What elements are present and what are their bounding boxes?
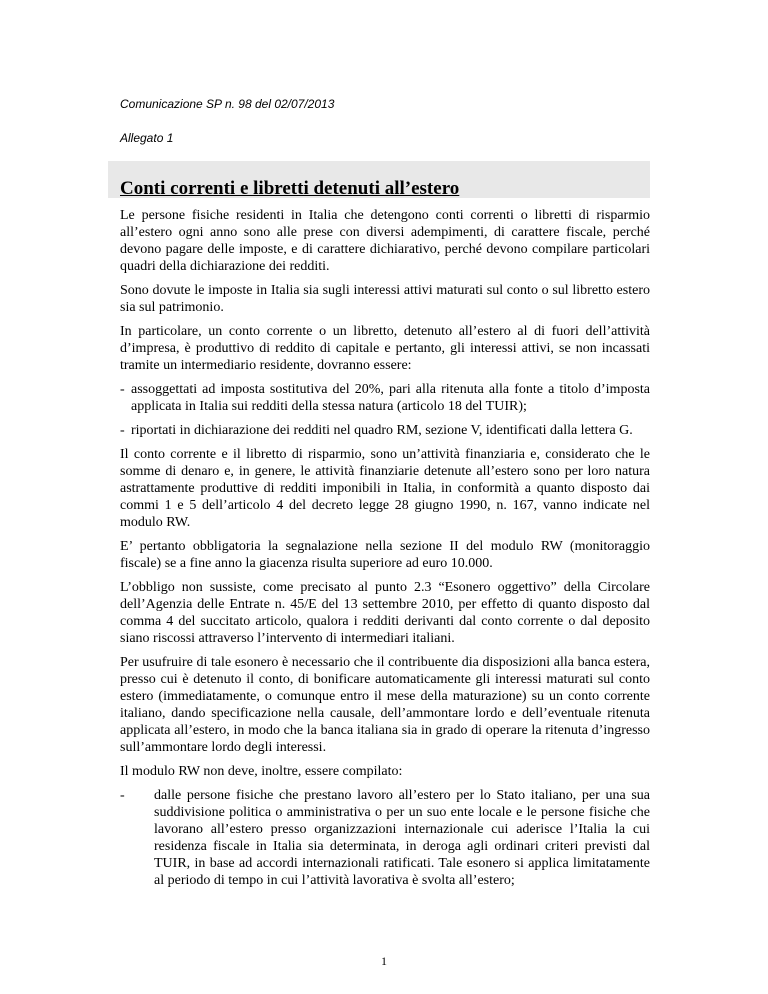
document-body [120, 207, 650, 896]
paragraph-rw-obligation: E’ pertanto obbligatoria la segnalazione nella sezione II del modulo RW (monitoraggio fiscale) se a fine anno la giacenza risulta superiore ad euro 10.000. [120, 539, 650, 571]
list-dash: - [120, 788, 125, 803]
list-item-workers-abroad [120, 787, 650, 889]
paragraph-exemption-conditions: Per usufruire di tale esonero è necessario che il contribuente dia disposizioni alla banca estera, presso cui è detenuto il conto, di bonificare automaticamente gli interessi maturati sul conto estero (immediatamente, o comunque entro il mese della maturazione) su un conto corrente italiano, dando specificazione nella causale, dell’ammontare lordo e dell’eventuale ritenuta applicata all’estero, in modo che la banca italiana sia in grado di operare la ritenuta d’ingresso sull’ammontare lordo degli interessi. [120, 655, 650, 755]
list-item-substitute-tax [120, 381, 650, 415]
list-item-text: riportati in dichiarazione dei redditi nel quadro RM, sezione V, identificati dalla lettera G. [131, 423, 633, 438]
paragraph-financial-asset: Il conto corrente e il libretto di risparmio, sono un’attività finanziaria e, considerato che le somme di denaro e, in genere, le attività finanziarie detenute all’estero sono per loro natura astrattamente produttive di redditi imponibili in Italia, in conformità a quanto disposto dai commi 1 e 5 dell’articolo 4 del decreto legge 28 giugno 1990, n. 167, vanno indicate nel modulo RW. [120, 447, 650, 530]
paragraph-taxes: Sono dovute le imposte in Italia sia sugli interessi attivi maturati sul conto o sul libretto estero sia sul patrimonio. [120, 283, 650, 315]
paragraph-exemption: L’obbligo non sussiste, come precisato al punto 2.3 “Esonero oggettivo” della Circolare dell’Agenzia delle Entrate n. 45/E del 13 settembre 2010, per effetto di quanto disposto dal comma 4 del succitato articolo, qualora i redditi derivanti dal conto corrente o dal deposito siano riscossi attraverso l’intervento di intermediari italiani. [120, 580, 650, 646]
communication-reference: Comunicazione SP n. 98 del 02/07/2013 [120, 97, 335, 111]
list-dash: - [120, 423, 125, 438]
attachment-label: Allegato 1 [120, 131, 174, 145]
list-item-rm-section [120, 422, 650, 439]
paragraph-rw-not-required: Il modulo RW non deve, inoltre, essere compilato: [120, 764, 403, 779]
page-number: 1 [381, 954, 387, 968]
list-dash: - [120, 382, 125, 397]
list-item-text: assoggettati ad imposta sostitutiva del 20%, pari alla ritenuta alla fonte a titolo d’imposta applicata in Italia sui redditi della stessa natura (articolo 18 del TUIR); [131, 382, 650, 414]
document-title: Conti correnti e libretti detenuti all’estero [120, 178, 460, 199]
list-item-text: dalle persone fisiche che prestano lavoro all’estero per lo Stato italiano, per una sua suddivisione politica o amministrativa o per un suo ente locale e le persone fisiche che lavorano all’estero presso organizzazioni internazionale cui aderisce l’Italia la cui residenza fiscale in Italia sia determinata, in deroga agli ordinari criteri previsti dal TUIR, in base ad accordi internazionali ratificati. Tale esonero si applica limitatamente al periodo di tempo in cui l’attività lavorativa è svolta all’estero; [154, 788, 650, 888]
paragraph-intro: Le persone fisiche residenti in Italia che detengono conti correnti o libretti di risparmio all’estero ogni anno sono alle prese con diversi adempimenti, di carattere fiscale, perché devono pagare delle imposte, e di carattere dichiarativo, perché devono compilare particolari quadri della dichiarazione dei redditi. [120, 208, 650, 274]
paragraph-capital-income: In particolare, un conto corrente o un libretto, detenuto all’estero al di fuori dell’attività d’impresa, è produttivo di reddito di capitale e pertanto, gli interessi attivi, se non incassati tramite un intermediario residente, dovranno essere: [120, 324, 650, 373]
